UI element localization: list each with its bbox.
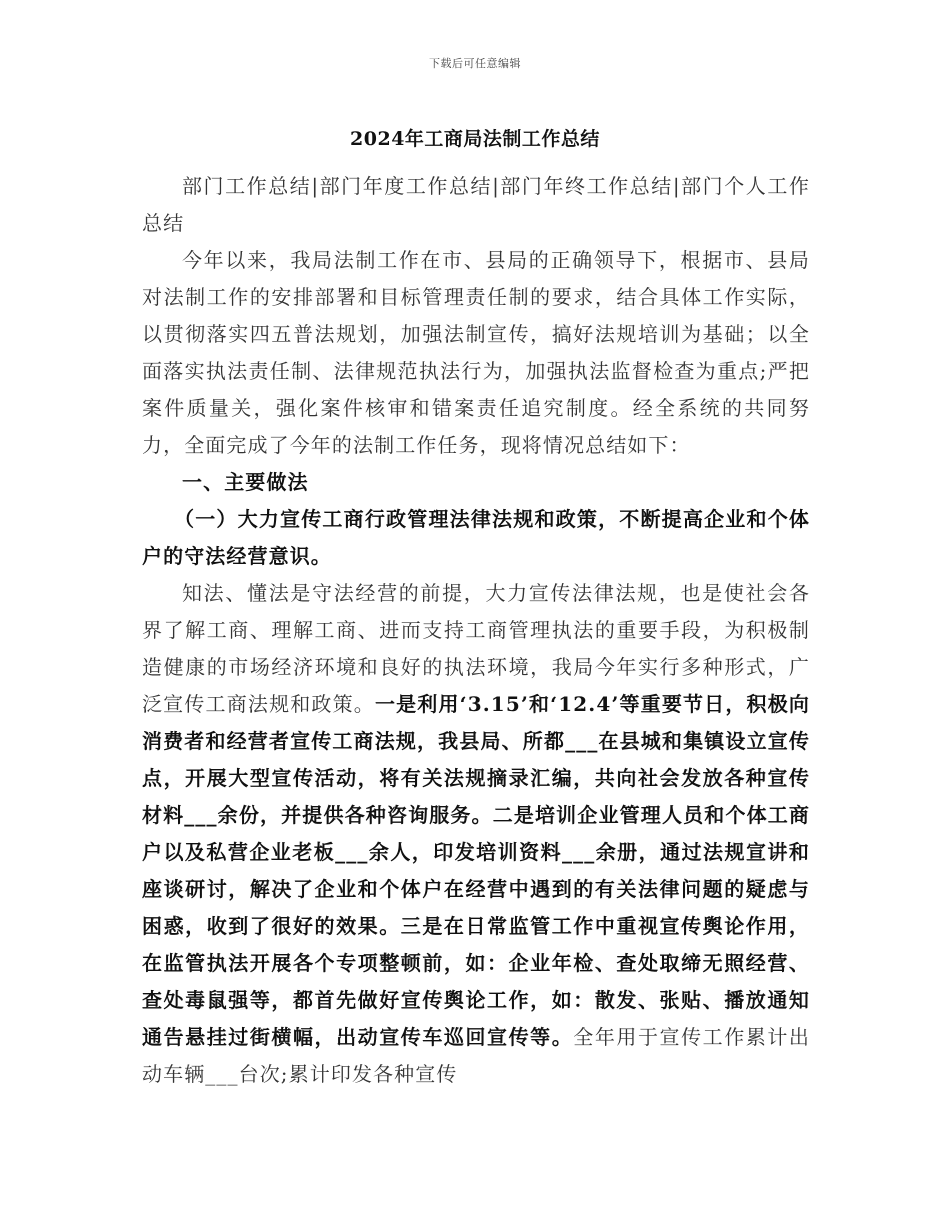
tags-line: 部门工作总结|部门年度工作总结|部门年终工作总结|部门个人工作总结 xyxy=(142,174,810,235)
header-note: 下载后可任意编辑 xyxy=(429,57,521,70)
document-body xyxy=(142,168,810,1093)
paragraph-text-continued: 全年用于宣传工作累计出动车辆___台次;累计印发各种宣传 xyxy=(142,1025,810,1086)
section-heading: 一、主要做法 xyxy=(182,470,309,494)
body-paragraph xyxy=(142,575,810,1093)
intro-paragraph: 今年以来，我局法制工作在市、县局的正确领导下，根据市、县局对法制工作的安排部署和目标管理责任制的要求，结合具体工作实际，以贯彻落实四五普法规划，加强法制宣传，搞好法规培训为基础；以全面落实执法责任制、法律规范执法行为，加强执法监督检查为重点;严把案件质量关，强化案件核审和错案责任追究制度。经全系统的共同努力，全面完成了今年的法制工作任务，现将情况总结如下： xyxy=(142,248,810,457)
paragraph-bold-text: 一是利用‘3.15’和‘12.4’等重要节日，积极向消费者和经营者宣传工商法规，我县局、所都___在县城和集镇设立宣传点，开展大型宣传活动，将有关法规摘录汇编，共向社会发放各种宣传材料___余份，并提供各种咨询服务。二是培训企业管理人员和个体工商户以及私营企业老板___余人，印发培训资料___余册，通过法规宣讲和座谈研讨，解决了企业和个体户在经营中遇到的有关法律问题的疑虑与困惑，收到了很好的效果。三是在日常监管工作中重视宣传舆论作用，在监管执法开展各个专项整顿前，如：企业年检、查处取缔无照经营、查处毒鼠强等，都首先做好宣传舆论工作，如：散发、张贴、播放通知通告悬挂过街横幅，出动宣传车巡回宣传等。 xyxy=(142,692,810,1049)
subsection-heading: （一）大力宣传工商行政管理法律法规和政策，不断提高企业和个体户的守法经营意识。 xyxy=(142,507,810,568)
document-title: 2024年工商局法制工作总结 xyxy=(350,128,600,150)
paragraph-text: 知法、懂法是守法经营的前提，大力宣传法律法规，也是使社会各界了解工商、理解工商、进而支持工商管理执法的重要手段，为积极制造健康的市场经济环境和良好的执法环境，我局今年实行多种形式，广泛宣传工商法规和政策。 xyxy=(142,581,810,716)
